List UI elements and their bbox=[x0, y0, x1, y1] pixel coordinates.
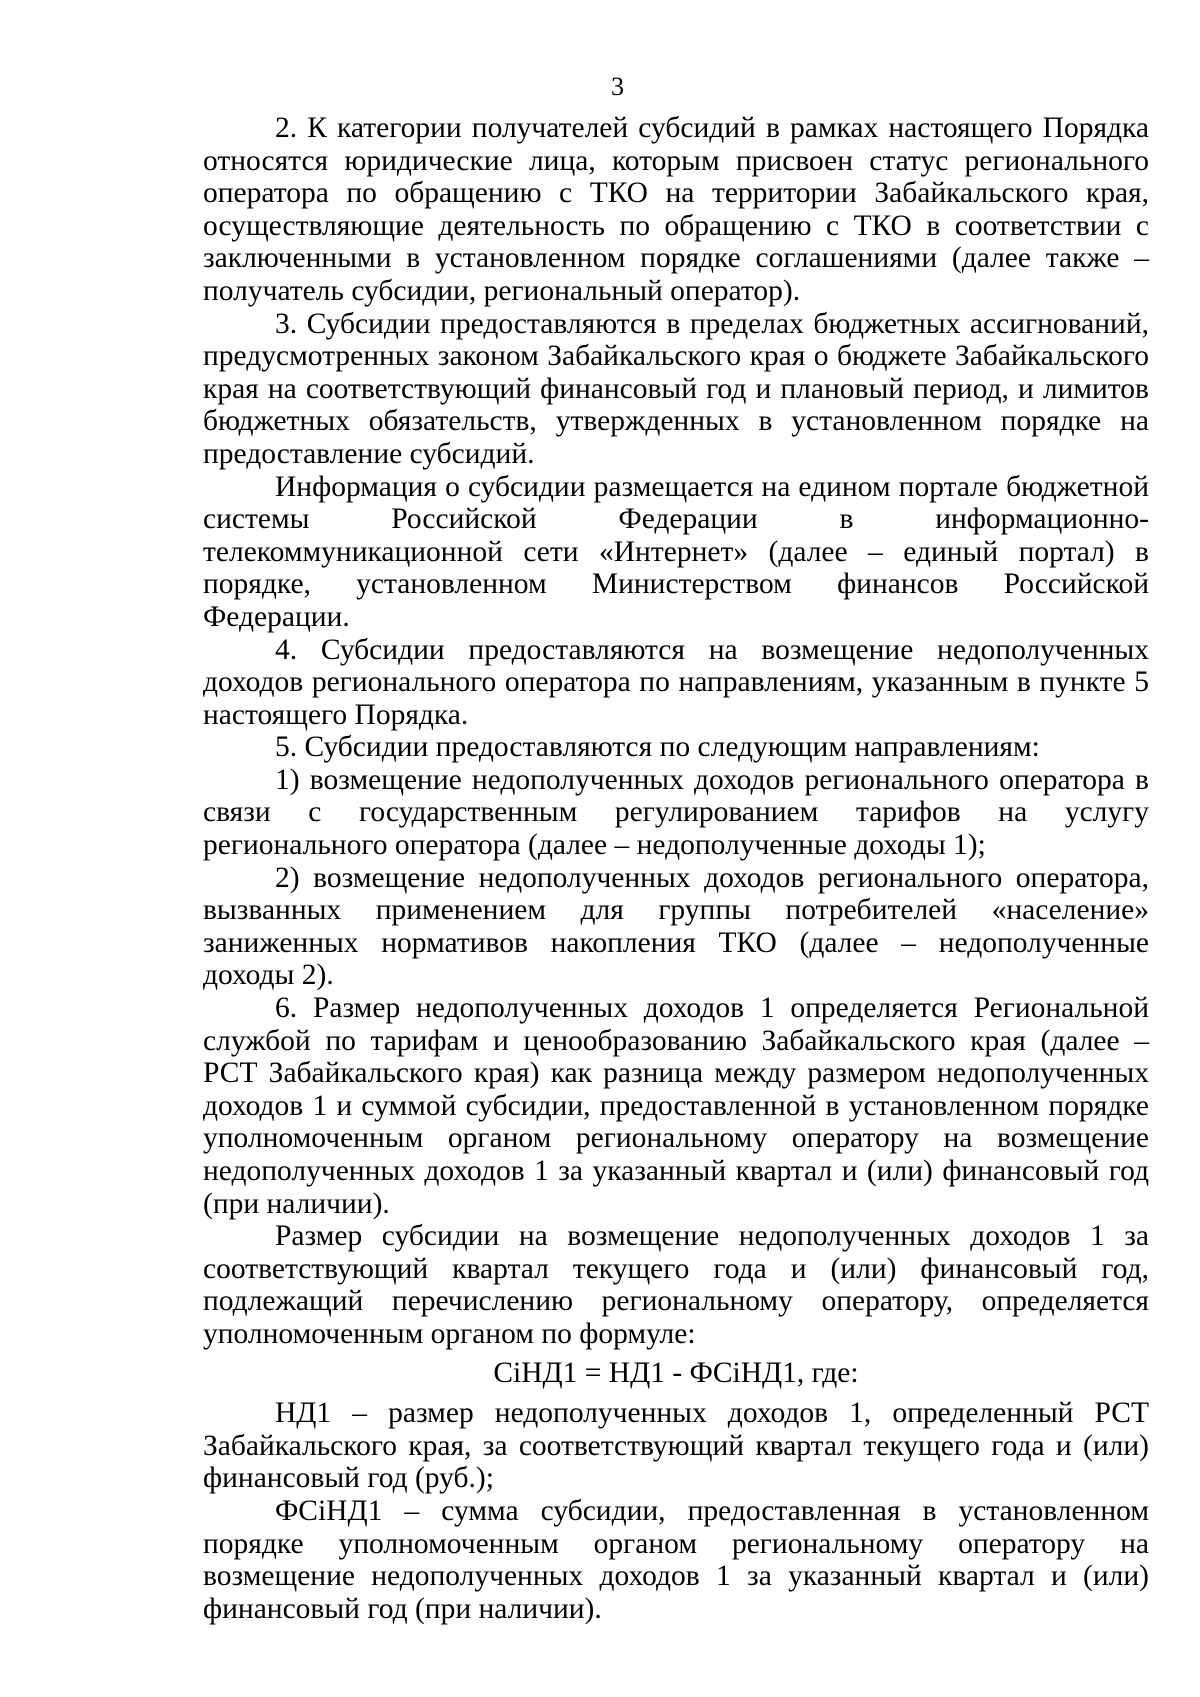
paragraph-portal-information: Информация о субсидии размещается на едином портале бюджетной системы Российской Федерации в информационно-телекоммуникационной сети «Интернет» (далее – единый портал) в порядке, установленном Министерством финансов Российской Федерации. bbox=[203, 470, 1149, 633]
paragraph-direction-2: 2) возмещение недополученных доходов регионального оператора, вызванных применением для группы потребителей «население» заниженных нормативов накопления ТКО (далее – недополученные доходы 2). bbox=[203, 861, 1149, 992]
paragraph-subsidy-size-intro: Размер субсидии на возмещение недополученных доходов 1 за соответствующий квартал текущего года и (или) финансовый год, подлежащий перечислению региональному оператору, определяется уполномоченным органом по формуле: bbox=[203, 1220, 1149, 1350]
paragraph-item-5-directions: 5. Субсидии предоставляются по следующим направлениям: bbox=[275, 731, 1040, 764]
paragraph-item-3-budget-limits: 3. Субсидии предоставляются в пределах бюджетных ассигнований, предусмотренных законом Забайкальского края о бюджете Забайкальского края на соответствующий финансовый год и плановый период, и лимитов бюджетных обязательств, утвержденных в установленном порядке на предоставление субсидий. bbox=[203, 307, 1149, 470]
paragraph-item-6-lost-income-size: 6. Размер недополученных доходов 1 определяется Региональной службой по тарифам и ценообразованию Забайкальского края (далее – РСТ Забайкальского края) как разница между размером недополученных доходов 1 и суммой субсидии, предоставленной в установленном порядке уполномоченным органом региональному оператору на возмещение недополученных доходов 1 за указанный квартал и (или) финансовый год (при наличии). bbox=[203, 992, 1149, 1220]
paragraph-fsind1-definition: ФСiНД1 – сумма субсидии, предоставленная в установленном порядке уполномоченным органом региональному оператору на возмещение недополученных доходов 1 за указанный квартал и (или) финансовый год (при наличии). bbox=[203, 1494, 1149, 1625]
subsidy-formula: СiНД1 = НД1 - ФСiНД1, где: bbox=[493, 1356, 859, 1389]
document-body bbox=[203, 112, 1149, 1625]
paragraph-nd1-definition: НД1 – размер недополученных доходов 1, определенный РСТ Забайкальского края, за соответствующий квартал текущего года и (или) финансовый год (руб.); bbox=[203, 1397, 1149, 1495]
paragraph-direction-1: 1) возмещение недополученных доходов регионального оператора в связи с государственным регулированием тарифов на услугу регионального оператора (далее – недополученные доходы 1); bbox=[203, 763, 1149, 862]
paragraph-item-4-purpose: 4. Субсидии предоставляются на возмещение недополученных доходов регионального оператора по направлениям, указанным в пункте 5 настоящего Порядка. bbox=[203, 633, 1149, 731]
paragraph-item-2-recipients: 2. К категории получателей субсидий в рамках настоящего Порядка относятся юридические лица, которым присвоен статус регионального оператора по обращению с ТКО на территории Забайкальского края, осуществляющие деятельность по обращению с ТКО в соответствии с заключенными в установленном порядке соглашениями (далее также – получатель субсидии, региональный оператор). bbox=[203, 112, 1149, 307]
page-number: 3 bbox=[611, 72, 624, 101]
